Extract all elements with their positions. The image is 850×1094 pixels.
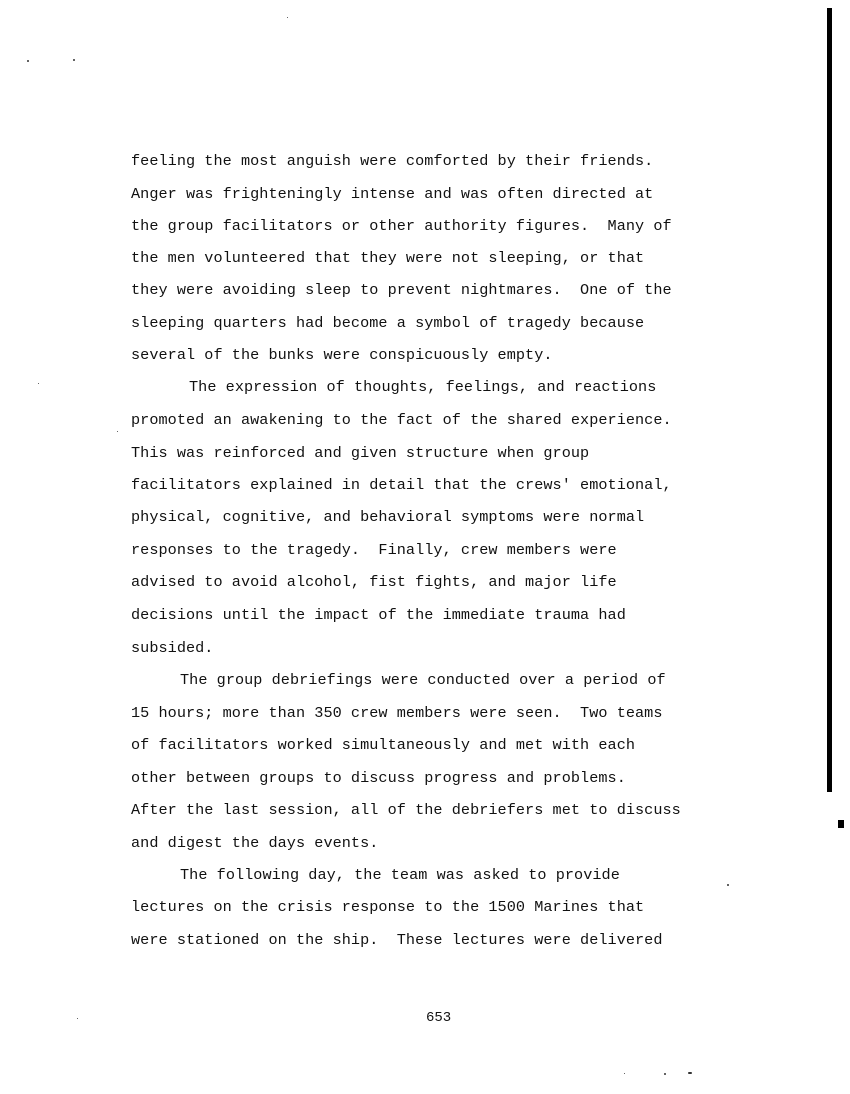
- text-line: several of the bunks were conspicuously empty.: [131, 346, 553, 364]
- scan-speck: [77, 1018, 78, 1019]
- scan-speck: [27, 60, 29, 62]
- text-line: decisions until the impact of the immediate trauma had: [131, 606, 626, 624]
- text-line: other between groups to discuss progress and problems.: [131, 769, 626, 787]
- scan-edge-bar: [827, 8, 832, 792]
- text-line: subsided.: [131, 639, 214, 657]
- text-line: responses to the tragedy. Finally, crew members were: [131, 541, 617, 559]
- text-line: the men volunteered that they were not sleeping, or that: [131, 249, 645, 267]
- text-line: lectures on the crisis response to the 1500 Marines that: [131, 898, 645, 916]
- text-line: Anger was frighteningly intense and was often directed at: [131, 185, 654, 203]
- scan-speck: [688, 1072, 692, 1074]
- text-line: 15 hours; more than 350 crew members were seen. Two teams: [131, 704, 663, 722]
- scan-speck: [38, 383, 39, 384]
- text-line: After the last session, all of the debriefers met to discuss: [131, 801, 681, 819]
- text-line: advised to avoid alcohol, fist fights, and major life: [131, 573, 617, 591]
- text-line: and digest the days events.: [131, 834, 379, 852]
- scan-speck: [117, 431, 118, 432]
- text-line: facilitators explained in detail that the crews' emotional,: [131, 476, 672, 494]
- text-line: they were avoiding sleep to prevent nightmares. One of the: [131, 281, 672, 299]
- scan-edge-mark: [838, 820, 844, 828]
- page-number: 653: [426, 1010, 452, 1026]
- text-line: sleeping quarters had become a symbol of tragedy because: [131, 314, 645, 332]
- text-line: the group facilitators or other authority figures. Many of: [131, 217, 672, 235]
- text-line: The group debriefings were conducted over a period of: [180, 671, 666, 689]
- scan-speck: [287, 17, 288, 18]
- text-line: This was reinforced and given structure when group: [131, 444, 590, 462]
- scan-speck: [664, 1073, 666, 1075]
- text-line: promoted an awakening to the fact of the shared experience.: [131, 411, 672, 429]
- scan-speck: [727, 884, 729, 886]
- text-line: of facilitators worked simultaneously and met with each: [131, 736, 636, 754]
- text-line: The expression of thoughts, feelings, and reactions: [189, 378, 657, 396]
- text-line: were stationed on the ship. These lectures were delivered: [131, 931, 663, 949]
- text-line: The following day, the team was asked to provide: [180, 866, 620, 884]
- text-line: physical, cognitive, and behavioral symptoms were normal: [131, 508, 645, 526]
- scan-speck: [73, 59, 75, 61]
- scan-speck: [624, 1073, 625, 1074]
- text-line: feeling the most anguish were comforted by their friends.: [131, 152, 654, 170]
